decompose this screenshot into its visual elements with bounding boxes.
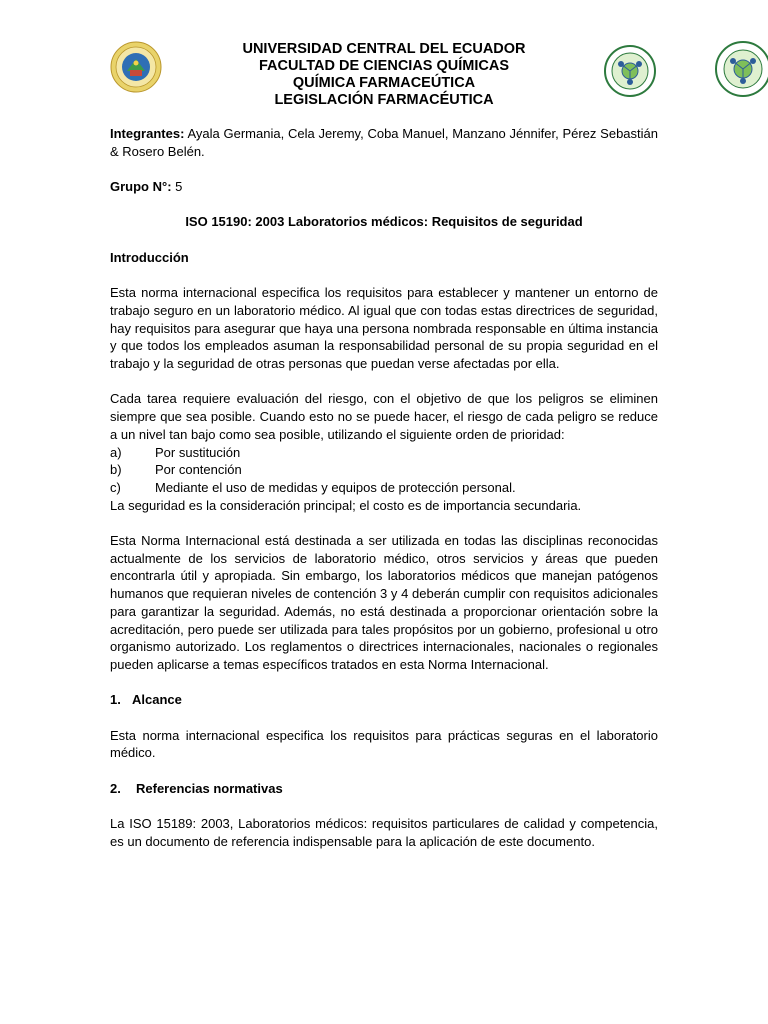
group-number: 5: [175, 179, 183, 195]
section-number: 1.: [110, 692, 121, 708]
list-item: [110, 461, 658, 479]
list-marker: b): [110, 462, 122, 478]
intro-paragraph-1: Esta norma internacional especifica los requisitos para establecer y mantener un entorno de trabajo seguro en un laboratorio médico. Al igual que con todas estas directrices de seguridad, hay requisitos para asegurar que haya una persona nombrada responsable en última instancia y que todos los empleados asuman la responsabilidad personal de su propia seguridad en el trabajo y la seguridad de otras personas que puedan verse afectadas por ella.: [110, 285, 658, 372]
course-name: LEGISLACIÓN FARMACÉUTICA: [274, 92, 494, 108]
faculty-name: FACULTAD DE CIENCIAS QUÍMICAS: [259, 58, 509, 74]
members-names: Ayala Germania, Cela Jeremy, Coba Manuel, Manzano Jénnifer, Pérez Sebastián & Rosero Belén.: [110, 126, 658, 159]
header-title: [180, 41, 588, 109]
document-header: [0, 41, 768, 113]
section-title: Referencias normativas: [136, 780, 283, 796]
intro-heading: Introducción: [110, 249, 189, 265]
group-line: [110, 178, 658, 196]
intro-paragraph-4: Esta Norma Internacional está destinada a ser utilizada en todas las disciplinas reconocidas actualmente de los servicios de laboratorio médico, otros servicios y áreas que pueden encontrarla útil y apropiada. Sin embargo, los laboratorios médicos que manejan patógenos humanos que requieran niveles de contención 3 y 4 deberán cumplir con requisitos adicionales para garantizar la seguridad. Además, no está destinada a proporcionar orientación sobre la acreditación, pero puede ser utilizada para tales propósitos por un gobierno, profesional u otro organismo autorizado. Los reglamentos o directrices internacionales, nacionales o regionales pueden aplicarse a temas específicos tratados en esta Norma Internacional.: [110, 533, 658, 672]
university-seal-icon: [110, 41, 162, 93]
list-text: Mediante el uso de medidas y equipos de protección personal.: [155, 479, 516, 495]
section-1-heading: [110, 691, 658, 709]
intro-paragraph-3: La seguridad es la consideración principal; el costo es de importancia secundaria.: [110, 497, 582, 513]
section-title: Alcance: [132, 692, 182, 708]
list-item: [110, 479, 658, 497]
list-text: Por contención: [155, 462, 242, 478]
faculty-chemistry-seal-icon: [715, 41, 768, 97]
section-2-text: La ISO 15189: 2003, Laboratorios médicos: requisitos particulares de calidad y competencia, es un documento de referencia indispensable para la aplicación de este documento.: [110, 816, 658, 849]
document-title: ISO 15190: 2003 Laboratorios médicos: Requisitos de seguridad: [185, 214, 583, 230]
list-marker: a): [110, 444, 122, 460]
faculty-chemistry-seal-icon: [604, 45, 656, 97]
section-number: 2.: [110, 780, 121, 796]
list-item: [110, 444, 658, 462]
list-text: Por sustitución: [155, 444, 241, 460]
document-body: [110, 125, 658, 851]
members-paragraph: [110, 125, 658, 160]
career-name: QUÍMICA FARMACEÚTICA: [292, 75, 476, 91]
group-label: Grupo N°:: [110, 179, 172, 195]
intro-paragraph-2: Cada tarea requiere evaluación del riesgo, con el objetivo de que los peligros se eliminen siempre que sea posible. Cuando esto no se puede hacer, el riesgo de cada peligro se reduce a un nivel tan bajo como sea posible, utilizando el siguiente orden de prioridad:: [110, 391, 658, 442]
list-marker: c): [110, 479, 121, 495]
members-label: Integrantes:: [110, 126, 185, 141]
section-1-text: Esta norma internacional especifica los requisitos para prácticas seguras en el laboratorio médico.: [110, 727, 658, 761]
section-2-heading: [110, 780, 658, 798]
university-name: UNIVERSIDAD CENTRAL DEL ECUADOR: [242, 41, 526, 57]
